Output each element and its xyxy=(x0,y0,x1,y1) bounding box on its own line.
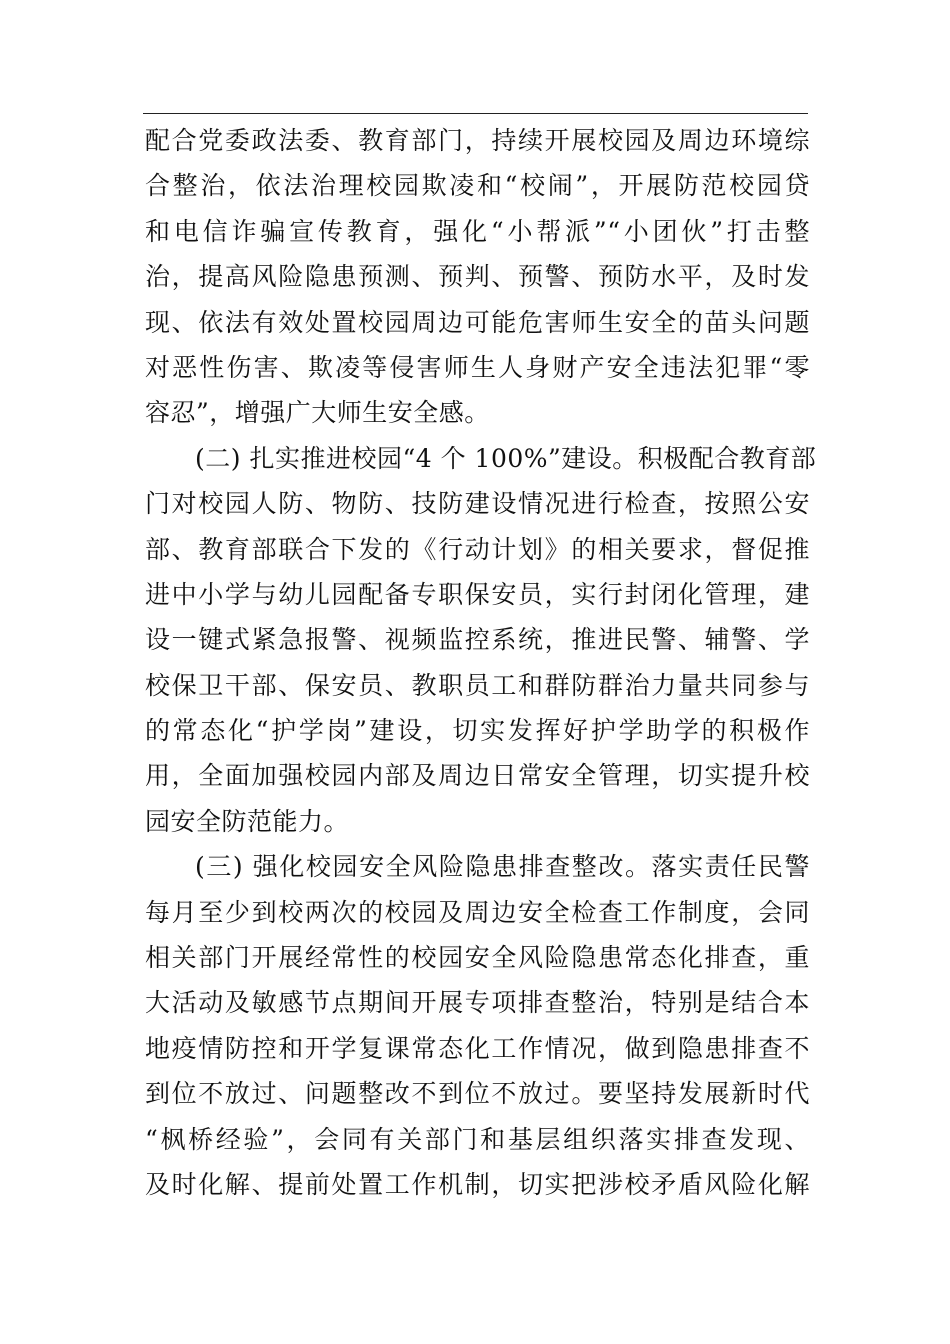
text-line: 大活动及敏感节点期间开展专项排查整治，特别是结合本 xyxy=(145,988,810,1018)
text-line: 及时化解、提前处置工作机制，切实把涉校矛盾风险化解 xyxy=(145,1169,810,1199)
text-line: 和电信诈骗宣传教育，强化“小帮派”“小团伙”打击整 xyxy=(145,216,810,246)
text-line: 到位不放过、问题整改不到位不放过。要坚持发展新时代 xyxy=(145,1079,810,1109)
body-text xyxy=(145,118,817,1207)
text-line: 部、教育部联合下发的《行动计划》的相关要求，督促推 xyxy=(145,534,810,564)
header-rule xyxy=(143,113,808,114)
text-line: 每月至少到校两次的校园及周边安全检查工作制度，会同 xyxy=(145,897,810,927)
text-line: 园安全防范能力。 xyxy=(145,806,350,836)
text-line: 配合党委政法委、教育部门，持续开展校园及周边环境综 xyxy=(145,126,810,155)
section-heading-line: (三) 强化校园安全风险隐患排查整改。落实责任民警 xyxy=(195,852,810,882)
text-line: 合整治，依法治理校园欺凌和“校闹”，开展防范校园贷 xyxy=(145,171,810,201)
text-line: 校保卫干部、保安员、教职员工和群防群治力量共同参与 xyxy=(145,670,810,700)
text-line: 相关部门开展经常性的校园安全风险隐患常态化排查，重 xyxy=(145,943,810,973)
section-heading-line: (二) 扎实推进校园“4 个 100%”建设。积极配合教育部 xyxy=(195,443,817,473)
text-line: 门对校园人防、物防、技防建设情况进行检查，按照公安 xyxy=(145,489,810,519)
text-line: 用，全面加强校园内部及周边日常安全管理，切实提升校 xyxy=(145,761,810,791)
text-line: 地疫情防控和开学复课常态化工作情况，做到隐患排查不 xyxy=(145,1033,810,1063)
text-line: “枫桥经验”，会同有关部门和基层组织落实排查发现、 xyxy=(145,1124,810,1154)
text-line: 治，提高风险隐患预测、预判、预警、预防水平，及时发 xyxy=(145,262,810,292)
text-line: 进中小学与幼儿园配备专职保安员，实行封闭化管理，建 xyxy=(145,579,810,609)
text-line: 容忍”，增强广大师生安全感。 xyxy=(145,398,490,428)
text-line: 的常态化“护学岗”建设，切实发挥好护学助学的积极作 xyxy=(145,716,810,746)
text-line: 对恶性伤害、欺凌等侵害师生人身财产安全违法犯罪“零 xyxy=(145,352,810,382)
text-line: 设一键式紧急报警、视频监控系统，推进民警、辅警、学 xyxy=(145,625,810,655)
text-line: 现、依法有效处置校园周边可能危害师生安全的苗头问题 xyxy=(145,307,810,337)
